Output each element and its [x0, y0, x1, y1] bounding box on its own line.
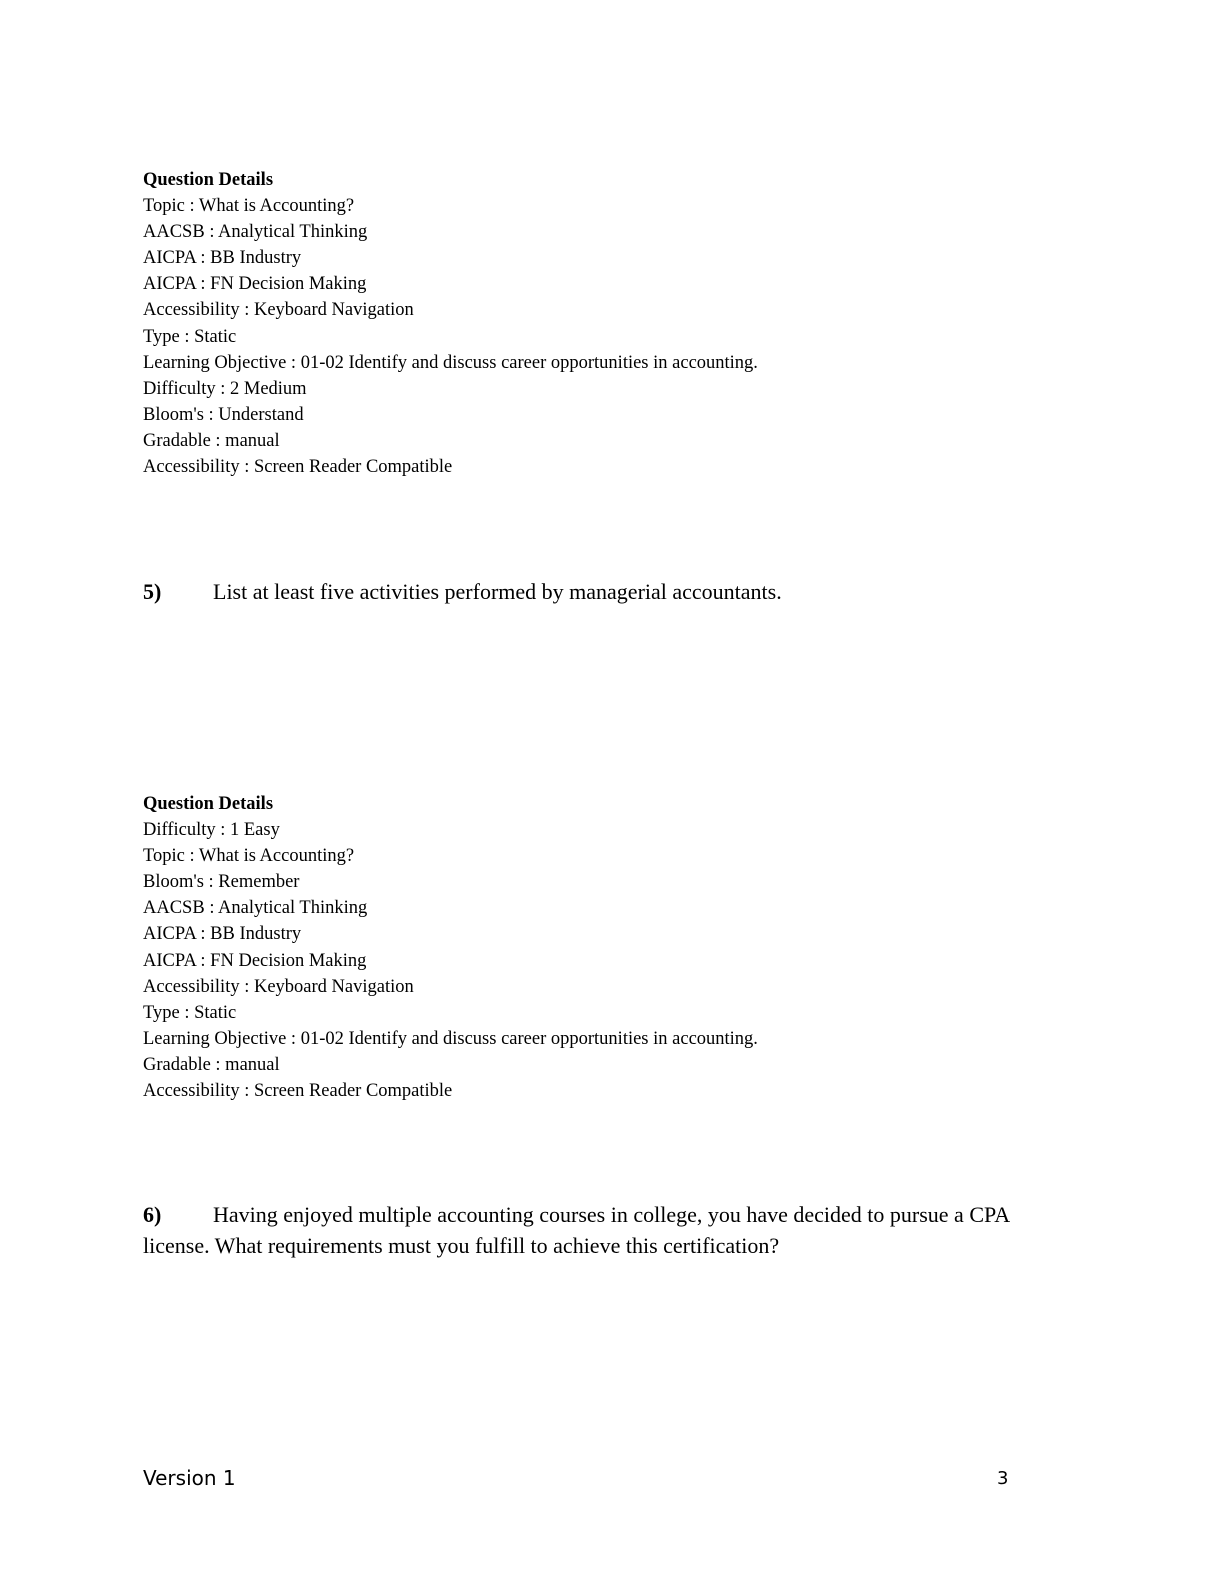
question-number: 5) [143, 579, 162, 604]
detail-line: Accessibility : Keyboard Navigation [143, 976, 414, 997]
question-details-block-2 [143, 791, 1043, 1104]
detail-line: Gradable : manual [143, 430, 280, 451]
detail-line: Difficulty : 2 Medium [143, 378, 307, 399]
detail-line: Learning Objective : 01-02 Identify and discuss career opportunities in accounting. [143, 352, 758, 373]
detail-line: AICPA : FN Decision Making [143, 950, 367, 971]
question-text: List at least five activities performed by managerial accountants. [213, 579, 782, 604]
question-details-heading: Question Details [143, 170, 274, 190]
question-number: 6) [143, 1202, 162, 1227]
detail-line: AACSB : Analytical Thinking [143, 898, 368, 919]
question-details-block-1 [143, 167, 1043, 480]
detail-line: Topic : What is Accounting? [143, 196, 355, 217]
detail-line: Accessibility : Screen Reader Compatible [143, 1081, 453, 1102]
detail-line: Type : Static [143, 326, 237, 347]
detail-line: Accessibility : Screen Reader Compatible [143, 457, 453, 478]
detail-line: Accessibility : Keyboard Navigation [143, 300, 414, 321]
question-6 [143, 1199, 1033, 1261]
detail-line: Bloom's : Understand [143, 404, 304, 425]
footer-page-number: 3 [997, 1468, 1009, 1489]
question-details-heading: Question Details [143, 794, 274, 814]
detail-line: Gradable : manual [143, 1054, 280, 1075]
detail-line: AICPA : BB Industry [143, 924, 302, 945]
question-5 [143, 576, 1033, 607]
detail-line: AICPA : FN Decision Making [143, 274, 367, 295]
detail-line: AICPA : BB Industry [143, 248, 302, 269]
footer-version: Version 1 [143, 1466, 236, 1490]
detail-line: Bloom's : Remember [143, 872, 300, 893]
question-text: Having enjoyed multiple accounting courses in college, you have decided to pursue a CPA license. What requirements must you fulfill to achieve this certification? [143, 1202, 1009, 1258]
detail-line: Topic : What is Accounting? [143, 846, 355, 867]
detail-line: AACSB : Analytical Thinking [143, 222, 368, 243]
detail-line: Type : Static [143, 1002, 237, 1023]
detail-line: Difficulty : 1 Easy [143, 820, 280, 841]
detail-line: Learning Objective : 01-02 Identify and discuss career opportunities in accounting. [143, 1028, 758, 1049]
